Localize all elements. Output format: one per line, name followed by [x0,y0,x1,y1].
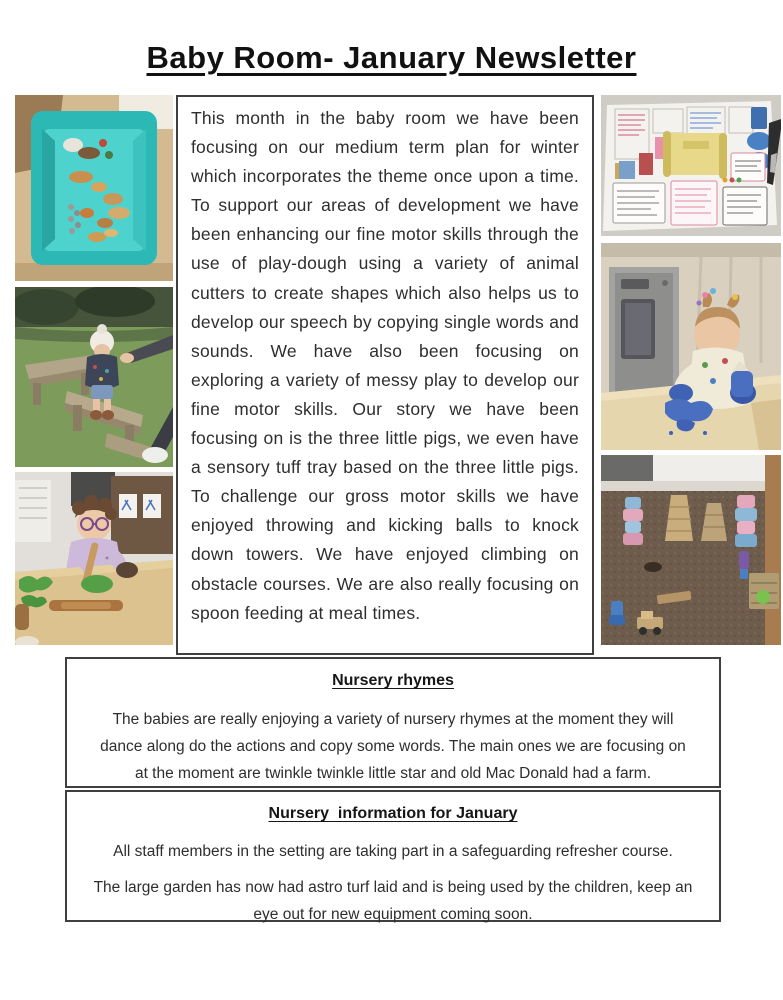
photo-term-plan [601,95,781,236]
photo-tuff-tray [15,95,173,281]
main-article-box [176,95,594,655]
messy-play-illustration [601,243,781,450]
nursery-rhymes-text: The babies are really enjoying a variety of nursery rhymes at the moment they will dance along do the actions and copy some words. The main ones we are focusing on at the moment are twinkle twinkle little star and old Mac Donald had a farm. [100,711,686,782]
page-title: Baby Room- January Newsletter [146,40,637,75]
term-plan-illustration [601,95,781,236]
nursery-information-para2: The large garden has now had astro turf laid and is being used by the children, keep an eye out for new equipment coming soon. [93,879,693,923]
playdough-table-illustration [15,472,173,645]
photo-playdough-table [15,472,173,645]
nursery-rhymes-section [65,657,721,788]
block-towers-illustration [601,455,781,645]
photo-messy-play [601,243,781,450]
nursery-information-para1: All staff members in the setting are taking part in a safeguarding refresher course. [113,843,673,860]
photo-balance-beam [15,287,173,467]
main-article-text: This month in the baby room we have been focusing on our medium term plan for winter which incorporates the theme once upon a time. To support our areas of development we have been enhancing our fine motor skills through the use of play-dough using a variety of animal cutters to create shapes which also helps us to develop our speech by copying single words and sounds. We have also been focusing on exploring a variety of messy play to develop our fine motor skills. Our story we have been focusing on is the three little pigs, we even have a sensory tuff tray based on the three little pigs. To challenge our gross motor skills we have enjoyed throwing and kicking balls to knock down towers. We have enjoyed climbing on obstacle courses. We are also really focusing on spoon feeding at meal times. [191,108,579,623]
nursery-rhymes-heading: Nursery rhymes [332,672,454,689]
nursery-information-section [65,790,721,922]
photo-block-towers [601,455,781,645]
tuff-tray-illustration [15,95,173,281]
nursery-information-heading: Nursery information for January [268,805,518,822]
balance-beam-illustration [15,287,173,467]
